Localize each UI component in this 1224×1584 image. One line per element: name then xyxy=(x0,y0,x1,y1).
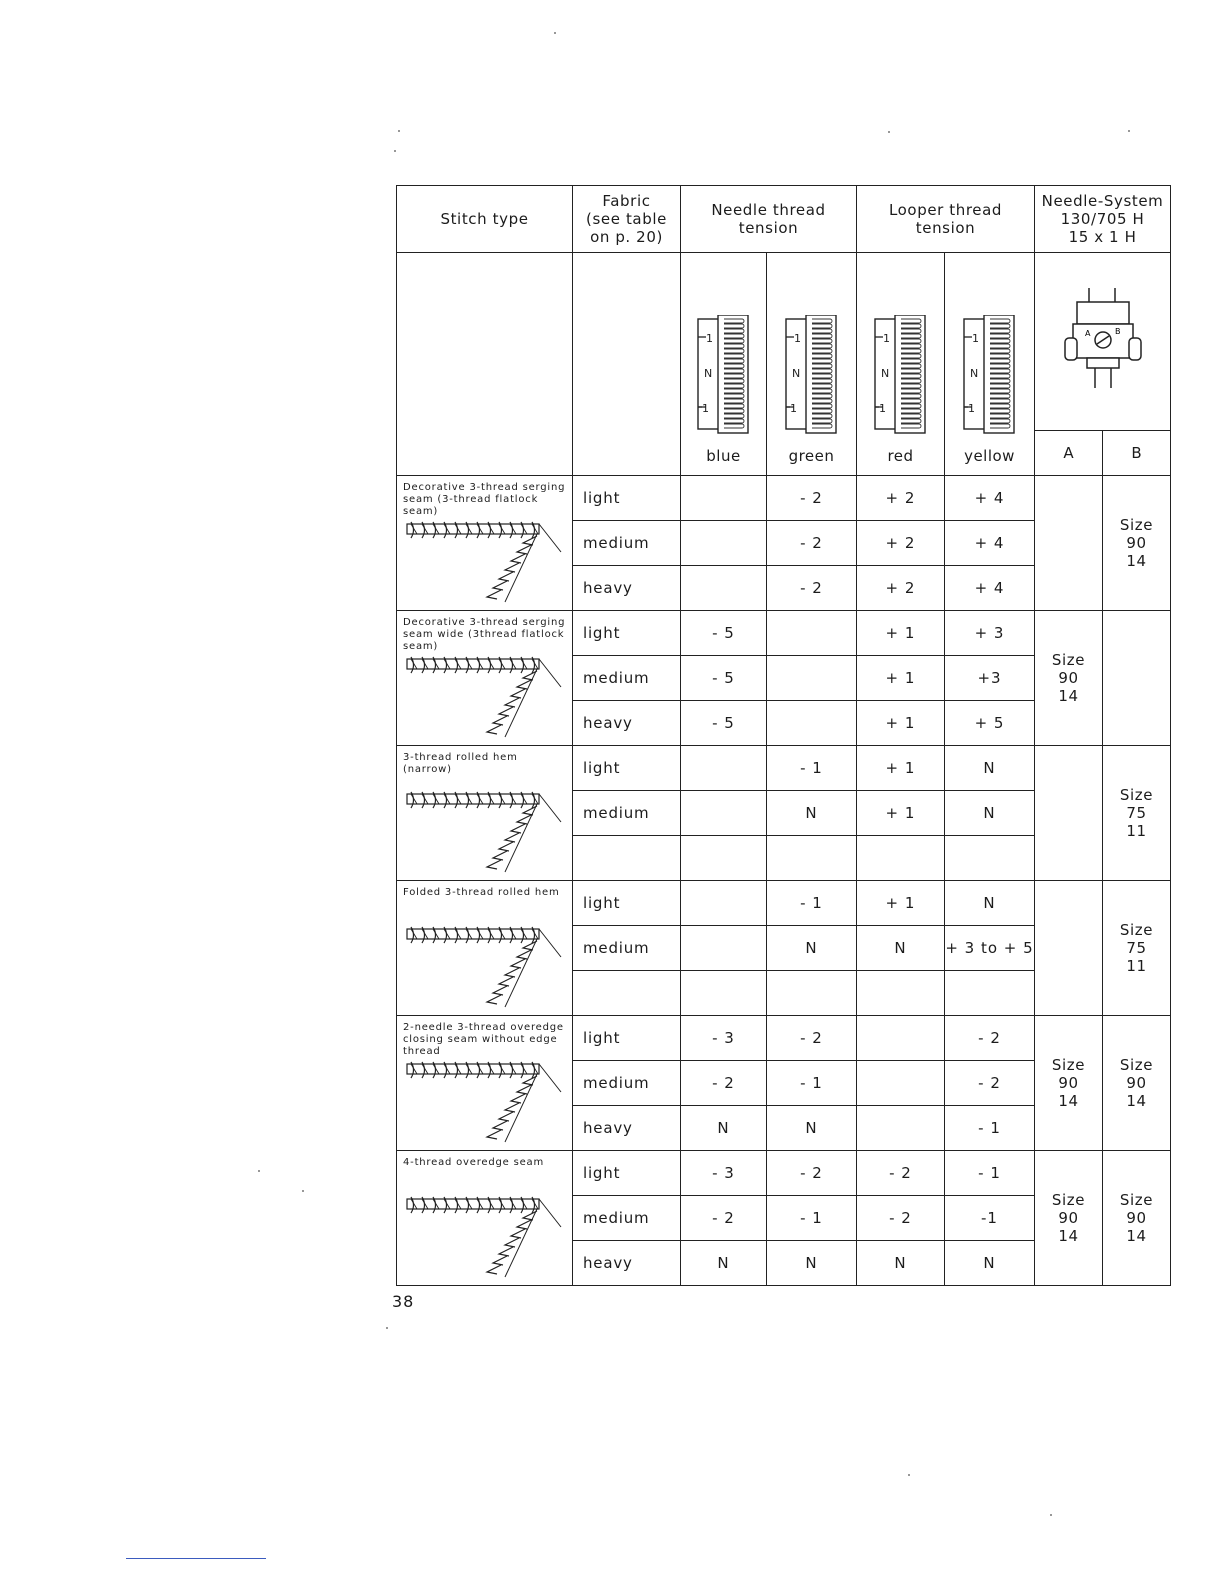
red-tension-value: + 2 xyxy=(857,521,945,566)
fabric-weight-cell: light xyxy=(573,476,681,521)
size-value: 14 xyxy=(1126,552,1147,570)
size-value: 90 xyxy=(1058,1209,1079,1227)
fabric-weight-cell xyxy=(573,971,681,1016)
dial-row xyxy=(397,253,1171,431)
needle-b-size-cell xyxy=(1103,746,1171,881)
svg-text:B: B xyxy=(1114,327,1121,337)
green-tension-value: - 2 xyxy=(767,1016,857,1061)
tension-dial-icon xyxy=(784,315,840,435)
blue-tension-value: - 5 xyxy=(681,611,767,656)
stitch-type-cell-decorative-3-thread-serging-se xyxy=(397,476,573,611)
yellow-tension-value: + 4 xyxy=(945,566,1035,611)
settings-row xyxy=(397,1151,1171,1196)
red-tension-value: - 2 xyxy=(857,1151,945,1196)
stitch-seam-illustration xyxy=(405,921,565,1009)
red-dial-cell xyxy=(857,253,945,476)
scan-speck xyxy=(258,1170,260,1172)
needle-b-size-cell xyxy=(1103,1016,1171,1151)
size-value: 14 xyxy=(1058,1227,1079,1245)
blue-tension-value xyxy=(681,881,767,926)
blue-dial-cell xyxy=(681,253,767,476)
green-tension-value: - 2 xyxy=(767,566,857,611)
scan-speck xyxy=(554,32,556,34)
fabric-weight-cell: heavy xyxy=(573,1241,681,1286)
size-label: Size xyxy=(1119,1191,1154,1209)
yellow-tension-value: - 1 xyxy=(945,1106,1035,1151)
size-value: 90 xyxy=(1058,1074,1079,1092)
red-tension-value: N xyxy=(857,926,945,971)
yellow-tension-value: + 3 xyxy=(945,611,1035,656)
needle-a-size-cell xyxy=(1035,746,1103,881)
green-tension-value: - 2 xyxy=(767,1151,857,1196)
needle-position-b: B xyxy=(1103,430,1171,475)
green-dial-cell xyxy=(767,253,857,476)
size-label: Size xyxy=(1119,786,1154,804)
page-number: 38 xyxy=(392,1292,415,1311)
green-tension-value: - 2 xyxy=(767,476,857,521)
stitch-seam-illustration xyxy=(405,1191,565,1279)
fabric-header: Fabric (see table on p. 20) xyxy=(573,186,681,253)
svg-text:N: N xyxy=(880,367,889,380)
stitch-type-name: 2-needle 3-thread overedge closing seam without edge thread xyxy=(403,1022,564,1057)
needle-b-size-cell xyxy=(1103,881,1171,1016)
fabric-weight-cell xyxy=(573,836,681,881)
red-tension-value: + 2 xyxy=(857,566,945,611)
fabric-weight-cell: heavy xyxy=(573,566,681,611)
green-tension-value: N xyxy=(767,1106,857,1151)
blue-tension-value: N xyxy=(681,1106,767,1151)
svg-text:N: N xyxy=(703,367,712,380)
svg-text:1: 1 xyxy=(705,332,713,345)
red-dial-label: red xyxy=(887,447,914,465)
red-tension-value xyxy=(857,1106,945,1151)
looper-thread-header: Looper thread tension xyxy=(857,186,1035,253)
yellow-tension-value: - 2 xyxy=(945,1061,1035,1106)
needle-clamp-icon xyxy=(1063,284,1143,394)
size-value: 14 xyxy=(1126,1227,1147,1245)
needle-illustration-cell xyxy=(1035,253,1171,431)
svg-text:1: 1 xyxy=(701,402,709,415)
yellow-tension-value: -1 xyxy=(945,1196,1035,1241)
size-value: 14 xyxy=(1058,687,1079,705)
blue-tension-value xyxy=(681,971,767,1016)
size-label: Size xyxy=(1119,1056,1154,1074)
stitch-type-cell-decorative-3-thread-serging-se xyxy=(397,611,573,746)
scan-speck xyxy=(888,131,890,133)
scan-speck xyxy=(1128,130,1130,132)
blue-tension-value: - 5 xyxy=(681,656,767,701)
stitch-type-cell-3-thread-rolled-hem-narrow xyxy=(397,746,573,881)
green-tension-value xyxy=(767,971,857,1016)
settings-row xyxy=(397,881,1171,926)
footer-rule xyxy=(126,1558,266,1559)
svg-text:1: 1 xyxy=(882,332,890,345)
stitch-seam-illustration xyxy=(405,516,565,604)
fabric-weight-cell: medium xyxy=(573,1196,681,1241)
scan-speck xyxy=(302,1190,304,1192)
svg-text:N: N xyxy=(969,367,978,380)
red-tension-value: N xyxy=(857,1241,945,1286)
stitch-seam-illustration xyxy=(405,786,565,874)
size-value: 11 xyxy=(1126,822,1147,840)
stitch-type-name: Decorative 3-thread serging seam wide (3thread flatlock seam) xyxy=(403,617,566,652)
size-value: 90 xyxy=(1126,1209,1147,1227)
fabric-weight-cell: medium xyxy=(573,656,681,701)
yellow-dial-cell xyxy=(945,253,1035,476)
stitch-type-name: Decorative 3-thread serging seam (3-thread flatlock seam) xyxy=(403,482,566,517)
blue-tension-value: - 2 xyxy=(681,1061,767,1106)
needle-b-size-cell xyxy=(1103,476,1171,611)
size-value: 75 xyxy=(1126,939,1147,957)
yellow-tension-value: N xyxy=(945,1241,1035,1286)
green-tension-value: - 2 xyxy=(767,521,857,566)
svg-text:A: A xyxy=(1084,329,1090,339)
size-label: Size xyxy=(1119,921,1154,939)
svg-text:1: 1 xyxy=(967,402,975,415)
green-dial-label: green xyxy=(788,447,835,465)
red-tension-value: + 1 xyxy=(857,791,945,836)
yellow-tension-value: + 4 xyxy=(945,476,1035,521)
green-tension-value xyxy=(767,701,857,746)
blue-tension-value xyxy=(681,836,767,881)
stitch-type-header: Stitch type xyxy=(397,186,573,253)
needle-a-size-cell xyxy=(1035,1151,1103,1286)
blue-tension-value xyxy=(681,476,767,521)
size-label: Size xyxy=(1051,651,1086,669)
green-tension-value xyxy=(767,656,857,701)
fabric-weight-cell: light xyxy=(573,881,681,926)
red-tension-value: + 1 xyxy=(857,746,945,791)
yellow-tension-value: + 5 xyxy=(945,701,1035,746)
fabric-weight-cell: heavy xyxy=(573,701,681,746)
blue-tension-value xyxy=(681,566,767,611)
stitch-type-cell-2-needle-3-thread-overedge-clo xyxy=(397,1016,573,1151)
green-tension-value: - 1 xyxy=(767,746,857,791)
settings-row xyxy=(397,611,1171,656)
blue-tension-value: - 5 xyxy=(681,701,767,746)
size-label: Size xyxy=(1119,516,1154,534)
blue-dial-label: blue xyxy=(706,447,741,465)
size-value: 11 xyxy=(1126,957,1147,975)
yellow-tension-value: - 1 xyxy=(945,1151,1035,1196)
size-value: 75 xyxy=(1126,804,1147,822)
settings-row xyxy=(397,746,1171,791)
settings-row xyxy=(397,476,1171,521)
svg-text:N: N xyxy=(791,367,800,380)
yellow-tension-value: N xyxy=(945,881,1035,926)
svg-text:1: 1 xyxy=(793,332,801,345)
red-tension-value xyxy=(857,1061,945,1106)
scan-speck xyxy=(908,1474,910,1476)
size-value: 90 xyxy=(1126,534,1147,552)
size-value: 90 xyxy=(1126,1074,1147,1092)
settings-row xyxy=(397,1016,1171,1061)
fabric-weight-cell: medium xyxy=(573,926,681,971)
yellow-tension-value: N xyxy=(945,746,1035,791)
fabric-weight-cell: heavy xyxy=(573,1106,681,1151)
tension-settings-table xyxy=(396,185,1171,1286)
blue-tension-value xyxy=(681,521,767,566)
fabric-weight-cell: medium xyxy=(573,791,681,836)
green-tension-value: N xyxy=(767,926,857,971)
needle-position-a: A xyxy=(1035,430,1103,475)
red-tension-value xyxy=(857,836,945,881)
tension-dial-icon xyxy=(873,315,929,435)
yellow-tension-value: N xyxy=(945,791,1035,836)
green-tension-value: - 1 xyxy=(767,1061,857,1106)
svg-text:1: 1 xyxy=(971,332,979,345)
stitch-seam-illustration xyxy=(405,651,565,739)
yellow-tension-value: - 2 xyxy=(945,1016,1035,1061)
needle-a-size-cell xyxy=(1035,611,1103,746)
scan-speck xyxy=(398,130,400,132)
stitch-type-cell-4-thread-overedge-seam xyxy=(397,1151,573,1286)
green-tension-value: N xyxy=(767,1241,857,1286)
fabric-weight-cell: light xyxy=(573,746,681,791)
stitch-type-name: 4-thread overedge seam xyxy=(403,1157,545,1168)
red-tension-value: - 2 xyxy=(857,1196,945,1241)
needle-system-header: Needle-System 130/705 H 15 x 1 H xyxy=(1035,186,1171,253)
header-row xyxy=(397,186,1171,253)
blue-tension-value: - 3 xyxy=(681,1016,767,1061)
fabric-weight-cell: light xyxy=(573,611,681,656)
yellow-tension-value xyxy=(945,836,1035,881)
blank-stitch-cell xyxy=(397,253,573,476)
yellow-tension-value xyxy=(945,971,1035,1016)
red-tension-value xyxy=(857,1016,945,1061)
size-value: 14 xyxy=(1126,1092,1147,1110)
needle-a-size-cell xyxy=(1035,476,1103,611)
red-tension-value: + 1 xyxy=(857,881,945,926)
scan-speck xyxy=(394,150,396,152)
fabric-weight-cell: medium xyxy=(573,521,681,566)
scan-speck xyxy=(1050,1514,1052,1516)
red-tension-value xyxy=(857,971,945,1016)
red-tension-value: + 1 xyxy=(857,656,945,701)
size-value: 90 xyxy=(1058,669,1079,687)
tension-dial-icon xyxy=(696,315,752,435)
yellow-tension-value: +3 xyxy=(945,656,1035,701)
blank-fabric-cell xyxy=(573,253,681,476)
scan-speck xyxy=(386,1327,388,1329)
fabric-weight-cell: light xyxy=(573,1151,681,1196)
size-value: 14 xyxy=(1058,1092,1079,1110)
stitch-type-name: 3-thread rolled hem (narrow) xyxy=(403,752,518,775)
blue-tension-value xyxy=(681,791,767,836)
green-tension-value xyxy=(767,836,857,881)
size-label: Size xyxy=(1051,1191,1086,1209)
fabric-weight-cell: light xyxy=(573,1016,681,1061)
yellow-dial-label: yellow xyxy=(964,447,1015,465)
needle-thread-header: Needle thread tension xyxy=(681,186,857,253)
needle-a-size-cell xyxy=(1035,1016,1103,1151)
needle-a-size-cell xyxy=(1035,881,1103,1016)
red-tension-value: + 2 xyxy=(857,476,945,521)
green-tension-value: - 1 xyxy=(767,881,857,926)
blue-tension-value: N xyxy=(681,1241,767,1286)
tension-dial-icon xyxy=(962,315,1018,435)
stitch-type-cell-folded-3-thread-rolled-hem xyxy=(397,881,573,1016)
green-tension-value: - 1 xyxy=(767,1196,857,1241)
yellow-tension-value: + 3 to + 5 xyxy=(945,926,1035,971)
needle-b-size-cell xyxy=(1103,1151,1171,1286)
stitch-type-name: Folded 3-thread rolled hem xyxy=(403,887,560,898)
green-tension-value xyxy=(767,611,857,656)
yellow-tension-value: + 4 xyxy=(945,521,1035,566)
red-tension-value: + 1 xyxy=(857,611,945,656)
blue-tension-value xyxy=(681,746,767,791)
red-tension-value: + 1 xyxy=(857,701,945,746)
size-label: Size xyxy=(1051,1056,1086,1074)
fabric-weight-cell: medium xyxy=(573,1061,681,1106)
green-tension-value: N xyxy=(767,791,857,836)
blue-tension-value xyxy=(681,926,767,971)
blue-tension-value: - 3 xyxy=(681,1151,767,1196)
blue-tension-value: - 2 xyxy=(681,1196,767,1241)
needle-b-size-cell xyxy=(1103,611,1171,746)
svg-text:1: 1 xyxy=(789,402,797,415)
stitch-seam-illustration xyxy=(405,1056,565,1144)
svg-text:1: 1 xyxy=(878,402,886,415)
